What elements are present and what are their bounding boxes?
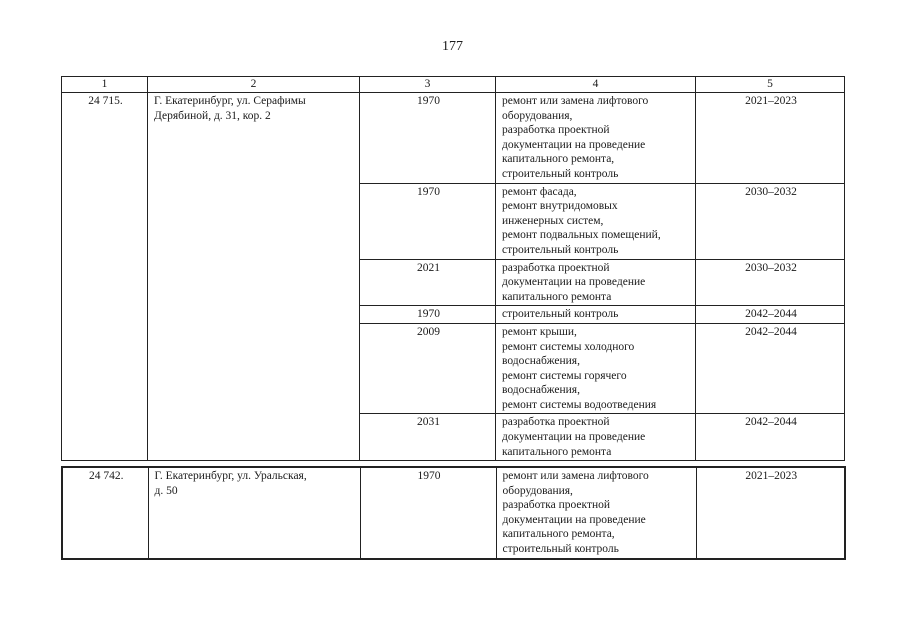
repair-schedule-table-continued [61,466,846,560]
works-cell: ремонт или замена лифтового оборудования, разработка проектной документации на проведение капитального ремонта, строительный контроль [496,93,696,184]
period-cell: 2021–2023 [696,93,845,184]
period-cell: 2042–2044 [696,323,845,414]
column-number: 1 [62,77,148,93]
year-cell: 1970 [360,467,496,559]
table-row [62,467,845,559]
column-number: 4 [496,77,696,93]
column-number: 3 [360,77,496,93]
year-cell: 1970 [360,93,496,184]
record-number: 24 742. [62,467,148,559]
works-cell: разработка проектной документации на проведение капитального ремонта [496,259,696,306]
works-cell: ремонт фасада, ремонт внутридомовых инженерных систем, ремонт подвальных помещений, строительный контроль [496,183,696,259]
period-cell: 2042–2044 [696,306,845,324]
repair-schedule-table [61,76,845,461]
period-cell: 2021–2023 [696,467,845,559]
table-row [62,93,845,184]
period-cell: 2042–2044 [696,414,845,461]
column-number: 2 [148,77,360,93]
year-cell: 2031 [360,414,496,461]
works-cell: строительный контроль [496,306,696,324]
period-cell: 2030–2032 [696,183,845,259]
page-number: 177 [442,39,463,54]
works-cell: ремонт крыши, ремонт системы холодного водоснабжения, ремонт системы горячего водоснабжения, ремонт системы водоотведения [496,323,696,414]
column-number: 5 [696,77,845,93]
column-number-row [62,77,845,93]
works-cell: разработка проектной документации на проведение капитального ремонта [496,414,696,461]
year-cell: 2009 [360,323,496,414]
period-cell: 2030–2032 [696,259,845,306]
year-cell: 1970 [360,183,496,259]
year-cell: 2021 [360,259,496,306]
year-cell: 1970 [360,306,496,324]
record-address: Г. Екатеринбург, ул. Уральская, д. 50 [148,467,360,559]
record-number: 24 715. [62,93,148,461]
record-address: Г. Екатеринбург, ул. Серафимы Дерябиной, д. 31, кор. 2 [148,93,360,461]
works-cell: ремонт или замена лифтового оборудования, разработка проектной документации на проведение капитального ремонта, строительный контроль [496,467,696,559]
